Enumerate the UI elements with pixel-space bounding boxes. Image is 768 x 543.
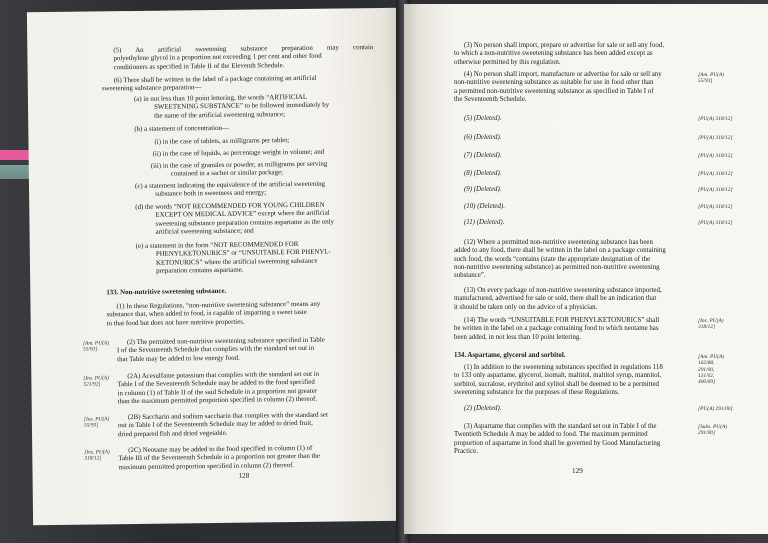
- para-6a: (a) in not less than 10 point lettering, the words “ARTIFICIAL SWEETENING SUBSTANCE” to be followed immediately by the name of the artificial sweetening substance;: [133, 93, 330, 120]
- para-6b: (b) a statement of concentration—: [134, 124, 229, 133]
- para-5: (5) An artificial sweetening substance preparation may contain polyethylene glycol in a proportion not exceeding 1 per cent and other food conditioners as specified in Table II of the Eleventh Schedule.: [113, 44, 374, 71]
- para-133-1: (1) In these Regulations, “non-nutritive sweetening substance” means any substance that, when added to food, is capable of imparting a sweet taste to that food but does not have nutritive properties.: [106, 300, 321, 327]
- para-134-1: (1) In addition to the sweetening substances specified in regulations 118 to 133 only aspartame, glycerol, isomalt, maltitol, maltitol syrup, mannitol, sorbitol, sucralose, erythritol and xylitol shall be deemed to be a permitted sweetening substance for the purposes of these Regulations.: [454, 364, 663, 396]
- para-4: (4) No person shall import, manufacture or advertise for sale or sell any non-nutritive sweetening substance as suitable for use in food other than a permitted non-nutritive sweetening substance as specified in Table I of the Seventeenth Schedule.: [454, 71, 662, 103]
- margin-note-134-1: [Am. PU(A) 162/88, 291/00, 131/02, 406/09]: [698, 354, 725, 386]
- deleted-item: (8) (Deleted).: [464, 170, 502, 177]
- deleted-item: (9) (Deleted).: [464, 186, 502, 193]
- deleted-item-ref: [PU(A) 318/12]: [698, 187, 733, 193]
- para-13: (13) On every package of non-nutritive sweetening substance imported, manufactured, advertised for sale or sold, there shall be an indication that it should be taken only on the advice of a physician.: [454, 287, 662, 311]
- deleted-item-ref: [PU(A) 318/12]: [698, 153, 733, 159]
- para-12: (12) Where a permitted non-nutritive sweetening substance has been added to any food, there shall be written in the label on a package containing such food, the words “contains (state the appropriate designation of the non-nutritive sweetening substance) as permitted non-nutritive sweetening substance”.: [454, 239, 666, 280]
- right-page: [404, 4, 768, 534]
- deleted-item-ref: [PU(A) 318/12]: [698, 135, 733, 141]
- margin-note-1: [Am. PU(A) 55/93]: [82, 340, 110, 353]
- margin-note-2: [Ins. PU(A) 521/92]: [83, 375, 109, 388]
- margin-note-para-4: [Am. PU(A) 55/93]: [698, 72, 725, 85]
- para-6b-i: (i) in the case of tablets, as milligrams per tablet;: [154, 137, 290, 146]
- deleted-item: (11) (Deleted).: [464, 219, 505, 226]
- margin-note-4: [Ins. PU(A) 318/12]: [84, 449, 110, 462]
- para-133-2B: (2B) Saccharin and sodium saccharin that complies with the standard set out in Table I of the Seventeenth Schedule may be added to dried fruit, dried prepared fish and dried vegetable.: [117, 411, 329, 438]
- deleted-item: (7) (Deleted).: [464, 152, 502, 159]
- deleted-item: (5) (Deleted).: [464, 115, 502, 122]
- deleted-item: (6) (Deleted).: [464, 134, 502, 141]
- para-6b-iii: (iii) in the case of granules or powder, as milligrams per serving contained in a sachet or similar package;: [150, 160, 328, 178]
- deleted-item-ref: [PU(A) 318/12]: [698, 220, 733, 226]
- page-number-left: 128: [238, 471, 250, 480]
- deleted-item: (10) (Deleted).: [464, 203, 505, 210]
- para-133-2C: (2C) Neotame may be added to the food specified in column (1) of Table III of the Seventeenth Schedule in a proportion not greater than the maximum permitted proportion specified in column (2) thereof.: [118, 444, 320, 471]
- para-3: (3) No person shall import, prepare or advertise for sale or sell any food, to which a non-nutritive sweetening substance has been added except as otherwise permitted by this regulation.: [454, 42, 664, 66]
- para-6b-ii: (ii) in the case of liquids, as percentage weight in volume; and: [152, 148, 325, 158]
- para-6: (6) There shall be written in the label of a package containing an artificial sweetening substance preparation—: [101, 74, 317, 93]
- margin-note-134-2: [PU(A) 291/00]: [698, 406, 733, 412]
- section-133-heading: 133. Non-nutritive sweetening substance.: [106, 287, 227, 297]
- deleted-item-ref: [PU(A) 318/12]: [698, 171, 733, 177]
- deleted-item-ref: [PU(A) 318/12]: [698, 116, 733, 122]
- margin-note-3: [Ins. PU(A) 55/93]: [83, 416, 110, 429]
- margin-note-para-14: [Ins. PU(A) 318/12]: [698, 318, 724, 331]
- deleted-item-ref: [PU(A) 318/12]: [698, 204, 733, 210]
- para-133-2: (2) The permitted non-nutritive sweetening substance specified in Table I of the Seventeenth Schedule that complies with the standard set out in that Table may be added to low energy food.: [116, 336, 325, 363]
- para-134-2: (2) (Deleted).: [464, 405, 502, 412]
- section-134-heading: 134. Aspartame, glycerol and sorbitol.: [454, 352, 566, 359]
- para-6d: (d) the words “NOT RECOMMENDED FOR YOUNG CHILDREN EXCEPT ON MEDICAL ADVICE” except where the artificial sweetening substance preparation contains aspartame as the only artificial sweetening substance; and: [135, 201, 335, 236]
- para-6e: (e) a statement in the form “NOT RECOMMENDED FOR PHENYLKETONURICS” or “UNSUITABLE FOR PHENYL- KETONURICS” where the artificial sweetening substance preparation contains aspartame.: [135, 240, 331, 275]
- para-6c: (c) a statement indicating the equivalence of the artificial sweetening substance both in sweetness and energy;: [134, 180, 326, 199]
- left-page: [27, 8, 405, 526]
- para-14: (14) The words “UNSUITABLE FOR PHENYLKETONURICS” shall be written in the label on a package containing food to which neotame has been added, in not less than 10 point lettering.: [454, 317, 660, 341]
- para-133-2A: (2A) Acesulfame potassium that complies with the standard set out in Table I of the Seventeenth Schedule may be added to the food specified in column (1) of Table II of the said Schedule in a proportion not greater than the maximum permitted proportion specified in column (2) thereof.: [117, 370, 320, 406]
- para-134-3: (3) Aspartame that complies with the standard set out in Table I of the Twentieth Schedule A may be added to food. The maximum permitted proportion of aspartame in food shall be governed by Good Manufacturing Practice.: [454, 423, 661, 455]
- page-number-right: 129: [572, 467, 583, 475]
- margin-note-134-3: [Subs. PU(A) 291/00]: [698, 424, 728, 437]
